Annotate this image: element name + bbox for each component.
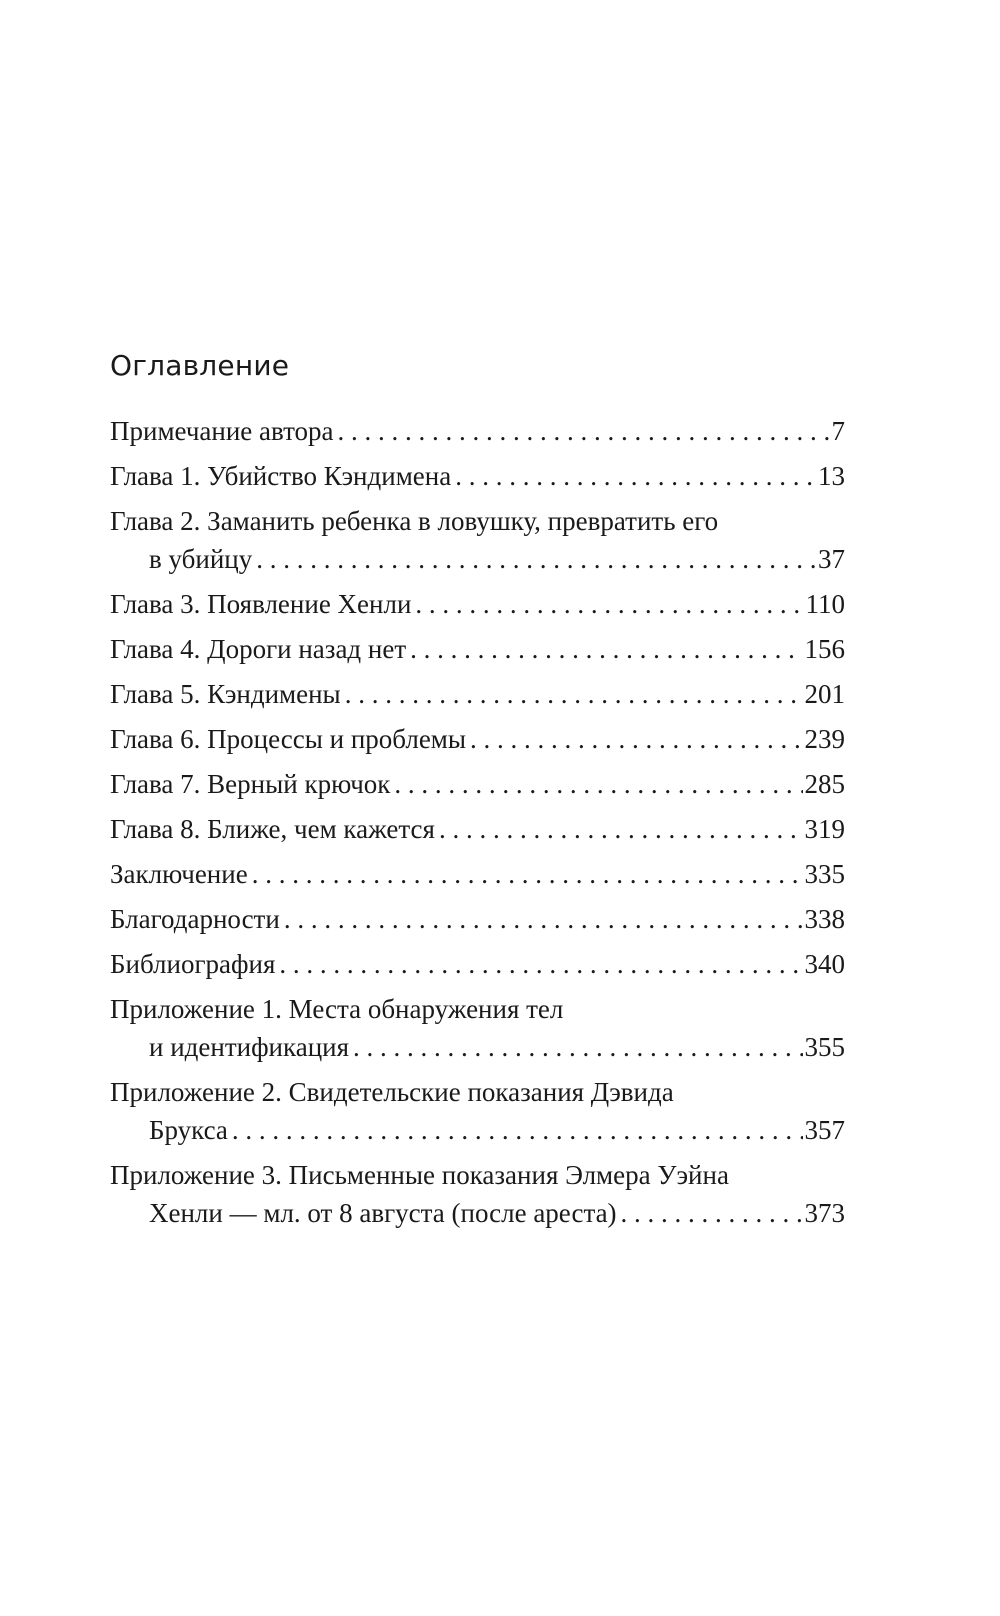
- toc-page-number: 340: [804, 949, 845, 979]
- toc-page-number: 201: [804, 679, 845, 709]
- dot-leader: [353, 1028, 802, 1066]
- toc-page-number: 338: [804, 904, 845, 934]
- toc-entry[interactable]: [110, 1156, 845, 1232]
- toc-page-number: 319: [804, 814, 845, 844]
- toc-entry-title: Глава 3. Появление Хенли: [110, 589, 412, 619]
- toc-entry-title: Глава 8. Ближе, чем кажется: [110, 814, 435, 844]
- toc-entry[interactable]: [110, 457, 845, 495]
- toc-entry[interactable]: [110, 720, 845, 758]
- toc-entry[interactable]: [110, 675, 845, 713]
- dot-leader: [470, 720, 802, 758]
- dot-leader: [338, 412, 830, 450]
- dot-leader: [284, 900, 803, 938]
- toc-page-number: 239: [804, 724, 845, 754]
- dot-leader: [279, 945, 802, 983]
- toc-entry-title: Библиография: [110, 949, 276, 979]
- toc-entry-title: Глава 5. Кэндимены: [110, 679, 341, 709]
- toc-entry[interactable]: [110, 990, 845, 1066]
- toc-page-number: 13: [818, 461, 845, 491]
- toc-page-number: 7: [831, 416, 845, 446]
- toc-page-number: 373: [804, 1198, 845, 1228]
- dot-leader: [621, 1194, 803, 1232]
- table-of-contents: [110, 412, 845, 1239]
- toc-entry[interactable]: [110, 585, 845, 623]
- dot-leader: [252, 855, 803, 893]
- toc-entry-title-line2: в убийцу: [149, 544, 253, 574]
- toc-entry-title-line2: Хенли — мл. от 8 августа (после ареста): [149, 1198, 617, 1228]
- toc-heading: Оглавление: [110, 349, 290, 382]
- toc-page-number: 156: [804, 634, 845, 664]
- toc-entry[interactable]: [110, 502, 845, 578]
- dot-leader: [345, 675, 803, 713]
- toc-entry-title: Глава 6. Процессы и проблемы: [110, 724, 467, 754]
- dot-leader: [439, 810, 803, 848]
- toc-entry-title-line1: Приложение 3. Письменные показания Элмера Уэйна: [110, 1160, 729, 1190]
- toc-entry-title-line1: Приложение 1. Места обнаружения тел: [110, 994, 564, 1024]
- toc-page-number: 285: [804, 769, 845, 799]
- toc-page-number: 357: [804, 1115, 845, 1145]
- dot-leader: [455, 457, 816, 495]
- dot-leader: [410, 630, 802, 668]
- toc-page-number: 335: [804, 859, 845, 889]
- toc-entry-title-line2: и идентификация: [149, 1032, 350, 1062]
- toc-page-number: 110: [805, 589, 845, 619]
- dot-leader: [256, 540, 816, 578]
- toc-entry[interactable]: [110, 412, 845, 450]
- toc-entry[interactable]: [110, 900, 845, 938]
- toc-entry-title-line2: Брукса: [149, 1115, 228, 1145]
- toc-entry-title: Благодарности: [110, 904, 280, 934]
- toc-entry[interactable]: [110, 945, 845, 983]
- toc-entry[interactable]: [110, 855, 845, 893]
- toc-entry-title: Глава 7. Верный крючок: [110, 769, 391, 799]
- dot-leader: [232, 1111, 803, 1149]
- toc-entry-title: Заключение: [110, 859, 248, 889]
- toc-page-number: 37: [818, 544, 845, 574]
- toc-entry-title: Глава 1. Убийство Кэндимена: [110, 461, 452, 491]
- dot-leader: [415, 585, 803, 623]
- toc-entry[interactable]: [110, 1073, 845, 1149]
- toc-entry-title: Примечание автора: [110, 416, 334, 446]
- dot-leader: [394, 765, 802, 803]
- toc-entry[interactable]: [110, 765, 845, 803]
- toc-page-number: 355: [804, 1032, 845, 1062]
- toc-entry-title-line1: Глава 2. Заманить ребенка в ловушку, превратить его: [110, 506, 719, 536]
- toc-entry-title: Глава 4. Дороги назад нет: [110, 634, 407, 664]
- toc-entry[interactable]: [110, 630, 845, 668]
- toc-entry-title-line1: Приложение 2. Свидетельские показания Дэвида: [110, 1077, 674, 1107]
- toc-entry[interactable]: [110, 810, 845, 848]
